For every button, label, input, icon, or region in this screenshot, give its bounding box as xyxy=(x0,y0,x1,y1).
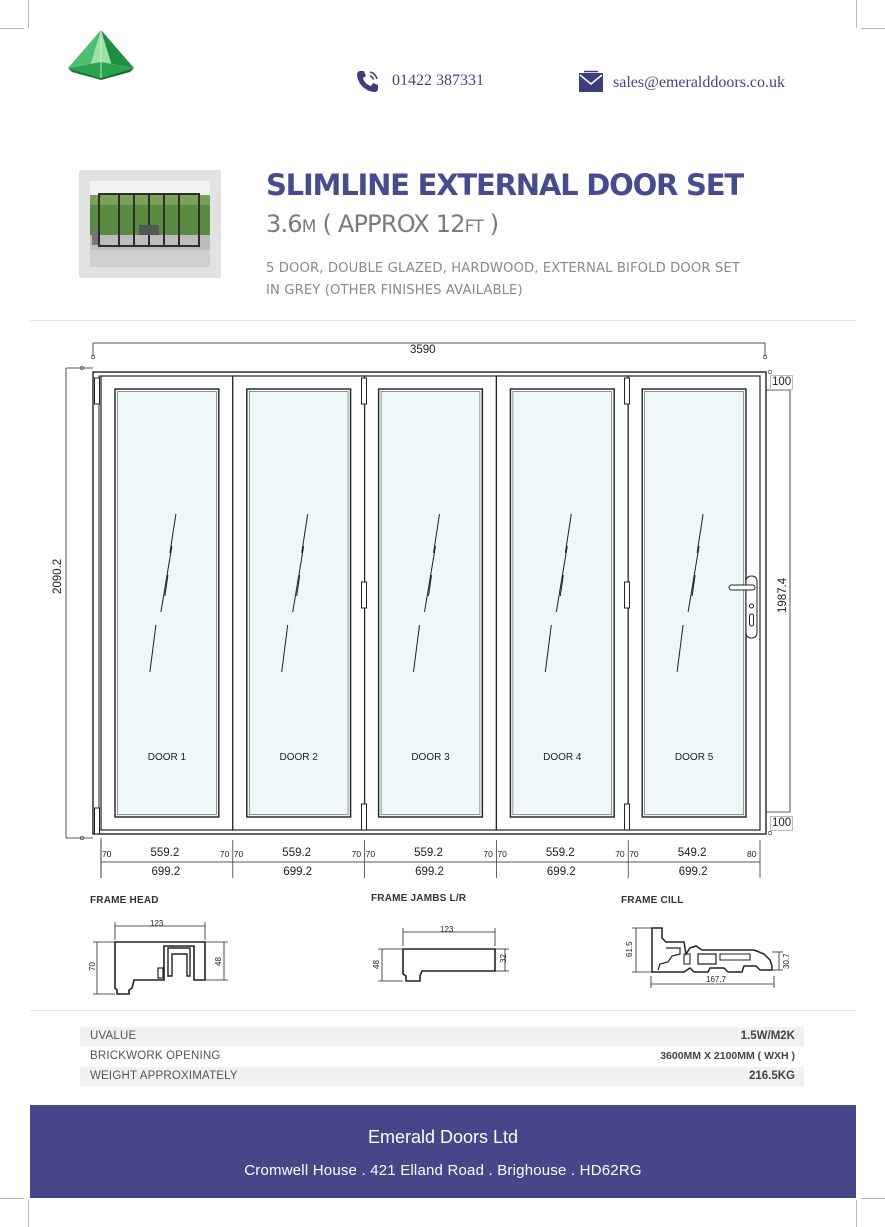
head-width-dim: 123 xyxy=(150,919,164,928)
description-line: IN GREY (OTHER FINISHES AVAILABLE) xyxy=(266,283,523,298)
crop-mark xyxy=(861,1198,885,1199)
stile-right-label: 70 xyxy=(219,849,230,859)
spec-value: 3600MM X 2100MM ( WXH ) xyxy=(660,1050,795,1062)
divider xyxy=(30,320,856,321)
hinge xyxy=(362,378,367,404)
footer-banner xyxy=(30,1105,856,1198)
door-label: DOOR 3 xyxy=(411,752,450,763)
product-size xyxy=(266,210,498,238)
stile-left-label: 70 xyxy=(629,849,639,859)
hinge xyxy=(362,582,367,608)
size-unit-ft: FT xyxy=(464,217,483,237)
product-title: SLIMLINE EXTERNAL DOOR SET xyxy=(266,168,743,202)
stile-right-label: 80 xyxy=(747,849,757,859)
cill-left-dim: 61.5 xyxy=(625,941,634,957)
cill-width-dim: 167.7 xyxy=(706,975,727,984)
stile-right-label: 70 xyxy=(351,849,362,859)
glass-width-label: 559.2 xyxy=(414,847,443,859)
size-unit: M xyxy=(301,217,316,237)
crop-mark xyxy=(28,1200,29,1227)
hinge xyxy=(362,804,367,830)
spec-row xyxy=(80,1027,804,1046)
hinge xyxy=(625,378,630,404)
head-left-dim: 70 xyxy=(88,962,97,971)
product-description xyxy=(266,258,740,302)
size-approx: ( APPROX 12 xyxy=(315,210,465,238)
bottom-gap-label: 100 xyxy=(772,817,792,829)
door-elevation-drawing xyxy=(0,330,885,890)
door-label: DOOR 1 xyxy=(147,752,187,763)
glass-width-label: 559.2 xyxy=(545,847,575,859)
phone-number[interactable]: 01422 387331 xyxy=(392,72,484,89)
phone-icon xyxy=(355,68,381,94)
door-label: DOOR 2 xyxy=(279,752,318,763)
footer-address: Cromwell House . 421 Elland Road . Brighouse . HD62RG xyxy=(244,1162,642,1179)
stile-right-label: 70 xyxy=(483,849,493,859)
leaf-width-label: 699.2 xyxy=(546,866,576,878)
crop-mark xyxy=(0,28,24,29)
footer-company-name: Emerald Doors Ltd xyxy=(367,1127,519,1147)
stile-left-label: 70 xyxy=(233,849,244,859)
glass-width-label: 549.2 xyxy=(677,847,707,859)
spec-value: 1.5W/M2K xyxy=(740,1030,795,1042)
spec-row xyxy=(80,1047,804,1066)
overall-height-label: 2090.2 xyxy=(52,558,64,594)
crop-mark xyxy=(28,0,29,28)
jambs-width-dim: 123 xyxy=(440,925,454,934)
cill-right-dim: 30.7 xyxy=(782,953,791,969)
hinge xyxy=(625,582,630,608)
glass-width-label: 559.2 xyxy=(282,847,312,859)
divider xyxy=(30,1010,856,1011)
spec-row xyxy=(80,1067,804,1086)
glass-width-label: 559.2 xyxy=(150,847,180,859)
hinge xyxy=(625,804,630,830)
hinge xyxy=(95,808,100,834)
door-height-label: 1987.4 xyxy=(777,577,789,613)
leaf-width-label: 699.2 xyxy=(151,866,181,878)
size-value: 3.6 xyxy=(266,210,302,238)
overall-width-label: 3590 xyxy=(410,344,436,356)
crop-mark xyxy=(0,1198,24,1199)
crop-mark xyxy=(856,1200,857,1227)
leaf-width-label: 699.2 xyxy=(415,866,444,878)
stile-left-label: 70 xyxy=(102,849,112,859)
spec-label: BRICKWORK OPENING xyxy=(90,1050,221,1062)
product-photo xyxy=(79,170,221,278)
hinge xyxy=(95,378,100,404)
door-label: DOOR 4 xyxy=(543,752,582,763)
company-logo xyxy=(64,28,138,84)
top-gap-label: 100 xyxy=(772,376,792,388)
stile-right-label: 70 xyxy=(615,849,625,859)
door-handle-lever xyxy=(729,585,755,590)
stile-left-label: 70 xyxy=(365,849,376,859)
spec-label: WEIGHT APPROXIMATELY xyxy=(90,1070,238,1082)
jambs-right-dim: 32 xyxy=(499,954,508,963)
email-address[interactable]: sales@emeralddoors.co.uk xyxy=(613,74,786,91)
frame-cill-label: FRAME CILL xyxy=(621,895,684,906)
frame-head-profile xyxy=(84,918,234,1000)
door-label: DOOR 5 xyxy=(674,752,714,763)
stile-left-label: 70 xyxy=(497,849,507,859)
spec-label: UVALUE xyxy=(90,1030,137,1042)
crop-mark xyxy=(856,0,857,28)
leaf-width-label: 699.2 xyxy=(283,866,313,878)
frame-jambs-label: FRAME JAMBS L/R xyxy=(371,893,467,904)
crop-mark xyxy=(861,28,885,29)
leaf-width-label: 699.2 xyxy=(678,866,708,878)
frame-head-label: FRAME HEAD xyxy=(90,895,159,906)
envelope-icon xyxy=(578,70,604,94)
jambs-left-dim: 48 xyxy=(372,960,381,969)
description-line: 5 DOOR, DOUBLE GLAZED, HARDWOOD, EXTERNAL BIFOLD DOOR SET xyxy=(266,261,740,276)
spec-value: 216.5KG xyxy=(748,1070,795,1082)
head-right-dim: 48 xyxy=(214,957,223,966)
size-close: ) xyxy=(482,210,499,238)
